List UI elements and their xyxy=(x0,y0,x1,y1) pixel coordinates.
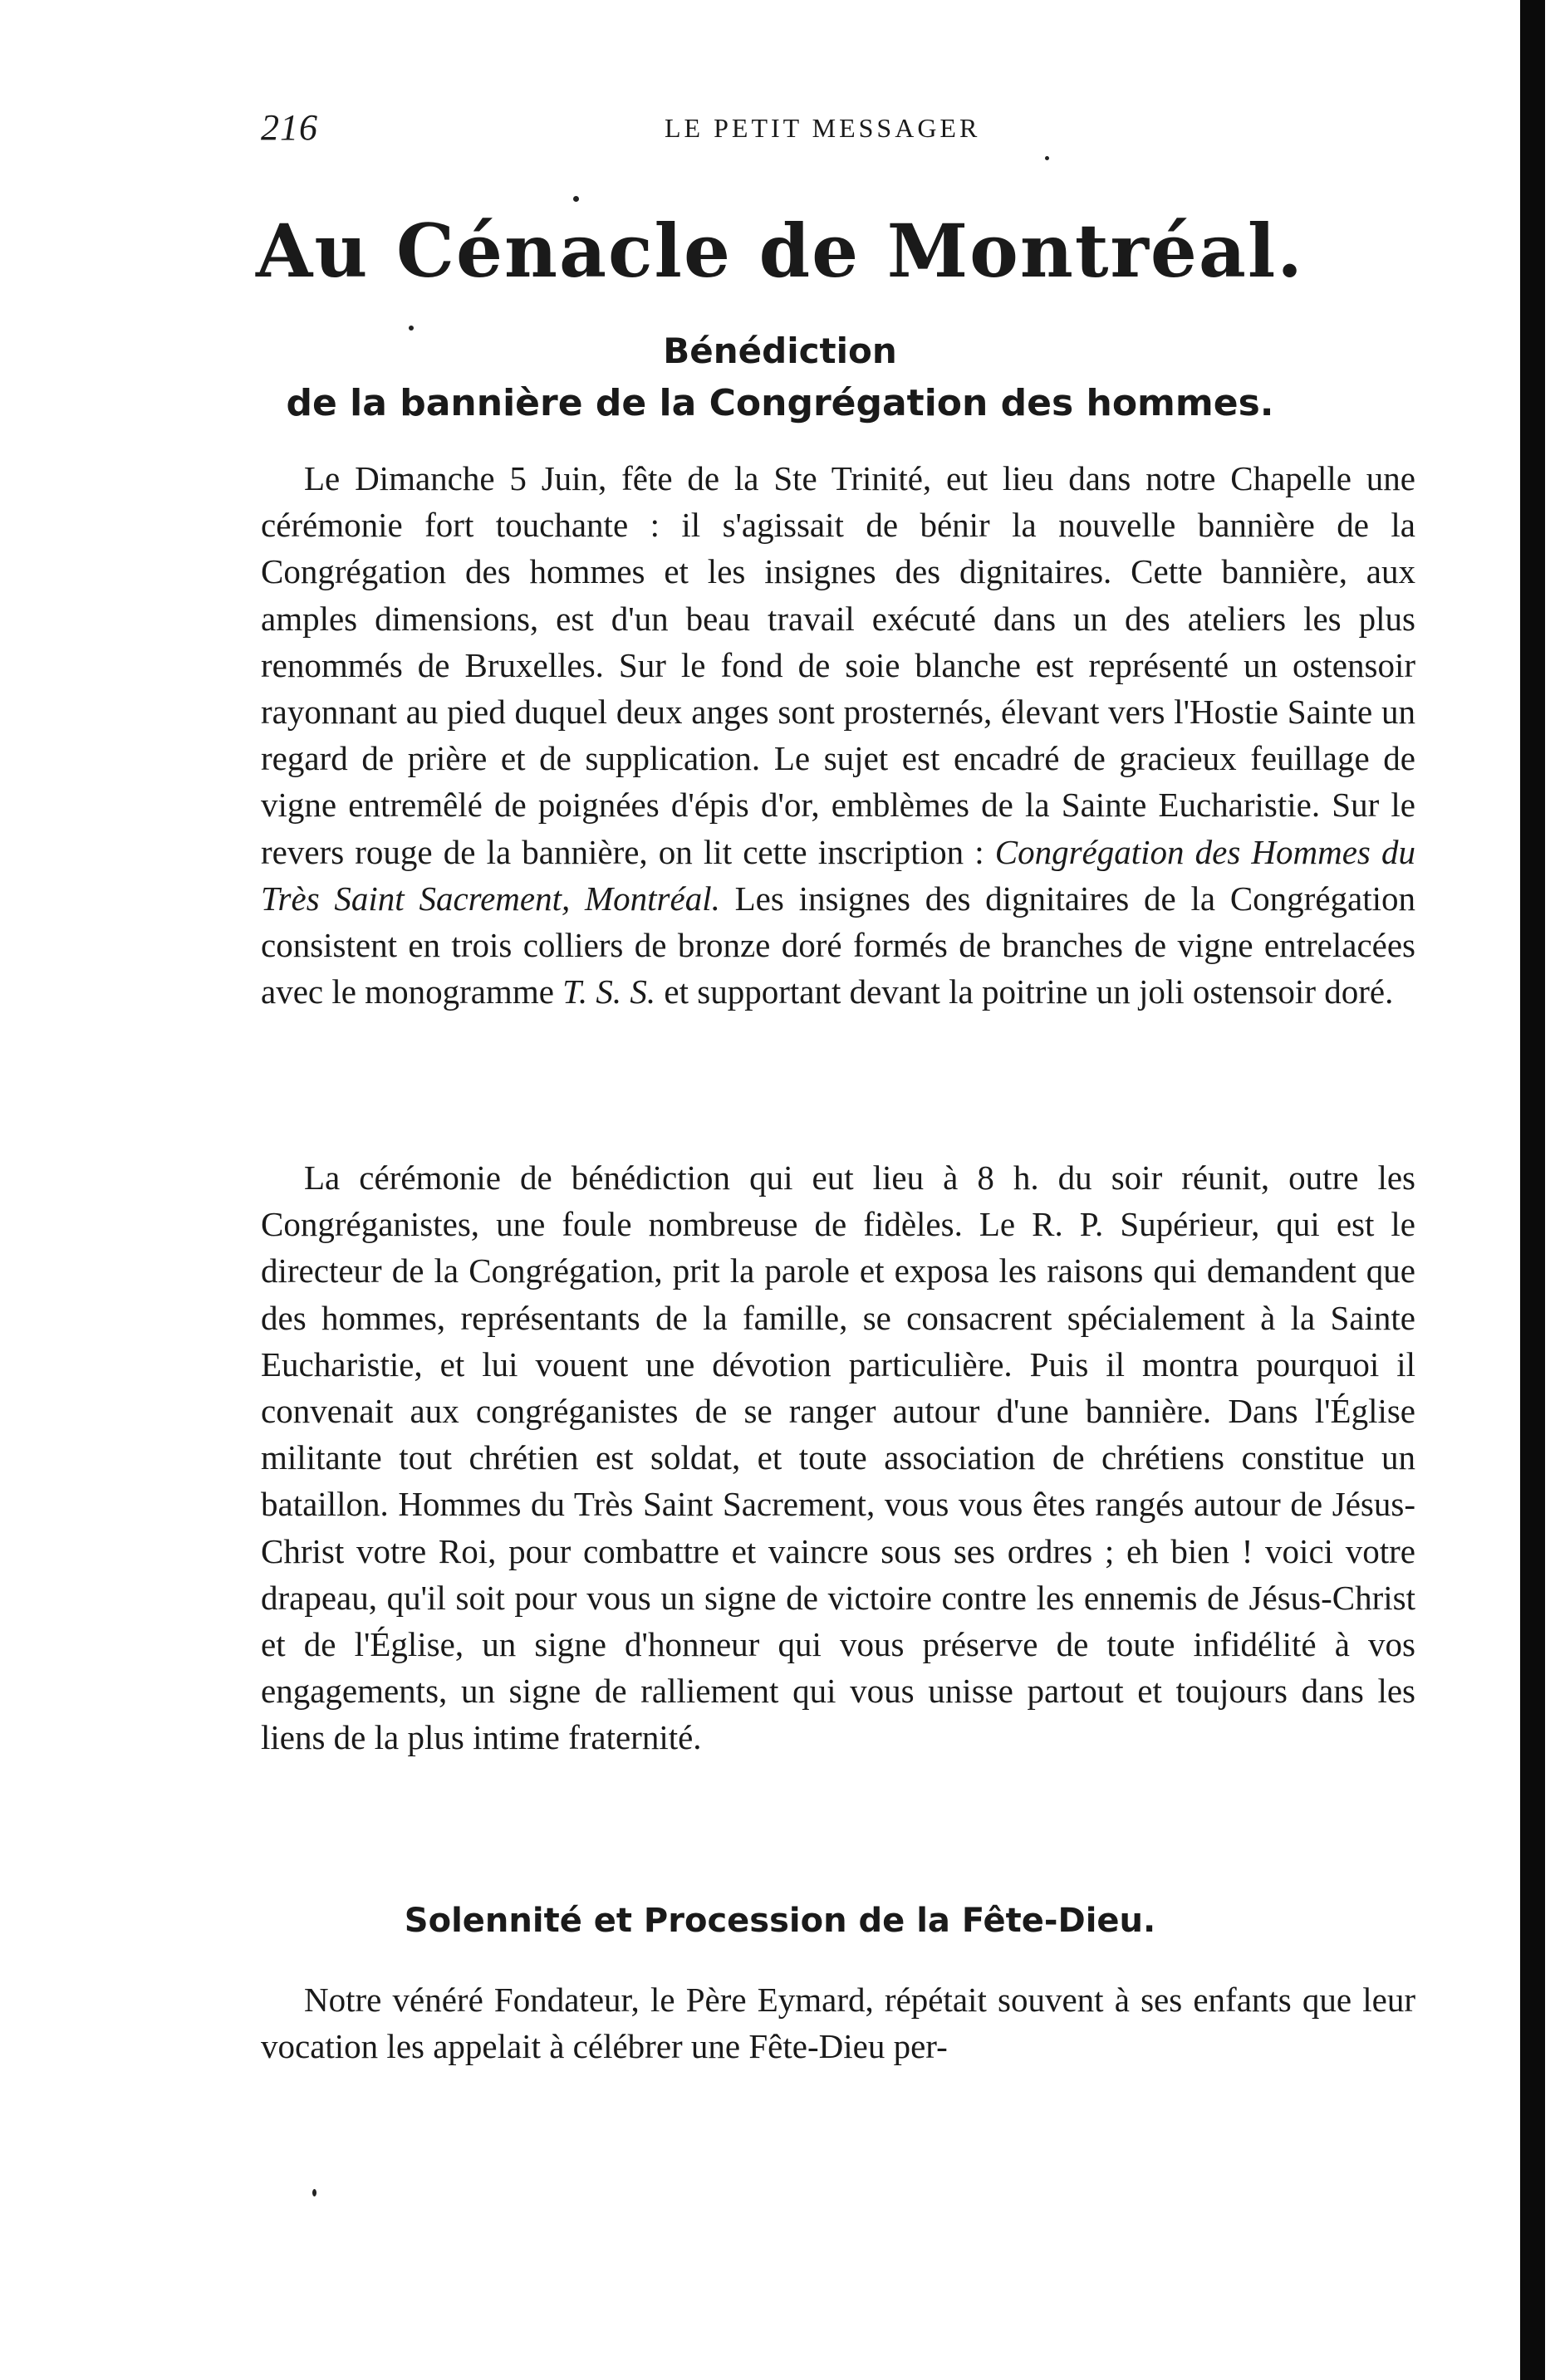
running-title: LE PETIT MESSAGER xyxy=(665,113,981,143)
ink-speck xyxy=(573,196,579,202)
paragraph-3 xyxy=(261,1976,1415,2069)
ink-speck xyxy=(409,326,414,331)
paragraph-1 xyxy=(261,455,1415,1015)
paragraph-2-text: La cérémonie de bénédiction qui eut lieu à 8 h. du soir réunit, outre les Congréganistes, une foule nombreuse de fidèles. Le R. P. Supérieur, qui est le directeur de la Congrégation, prit la parole et exposa les raisons qui demandent que des hommes, représentants de la famille, se consacrent spécialement à la Sainte Eucharistie, et lui vouent une dévotion particulière. Puis il montra pourquoi il convenait aux congréganistes de se ranger autour d'une bannière. Dans l'Église militante tout chrétien est soldat, et toute association de chrétiens constitue un bataillon. Hommes du Très Saint Sacrement, vous vous êtes rangés autour de Jésus-Christ votre Roi, pour combattre et vaincre sous ses ordres ; eh bien ! voici votre drapeau, qu'il soit pour vous un signe de victoire contre les ennemis de Jésus-Christ et de l'Église, un signe d'honneur qui vous préserve de toute infidélité à vos engagements, un signe de ralliement qui vous unisse partout et toujours dans les liens de la plus intime fraternité. xyxy=(261,1158,1415,1757)
paragraph-3-text: Notre vénéré Fondateur, le Père Eymard, répétait souvent à ses enfants que leur vocation les appelait à célébrer une Fête-Dieu per- xyxy=(261,1981,1415,2066)
section-heading: Solennité et Procession de la Fête-Dieu. xyxy=(404,1902,1156,1940)
page-number: 216 xyxy=(261,107,318,148)
paragraph-1-text-b: Les insignes des dignitaires de la Congrégation consistent en trois colliers de bronze doré formés de branches de vigne entrelacées avec le monogramme xyxy=(261,879,1415,1011)
paragraph-1-text-a: Le Dimanche 5 Juin, fête de la Ste Trinité, eut lieu dans notre Chapelle une cérémonie fort touchante : il s'agissait de bénir la nouvelle bannière de la Congrégation des hommes et les insignes des dignitaires. Cette bannière, aux amples dimensions, est d'un beau travail exécuté dans un des ateliers les plus renommés de Bruxelles. Sur le fond de soie blanche est représenté un ostensoir rayonnant au pied duquel deux anges sont prosternés, élevant vers l'Hostie Sainte un regard de prière et de supplication. Le sujet est encadré de gracieux feuillage de vigne entremêlé de poignées d'épis d'or, emblèmes de la Sainte Eucharistie. Sur le revers rouge de la bannière, on lit cette inscription : xyxy=(261,459,1415,871)
article-subtitle-line2: de la bannière de la Congrégation des hommes. xyxy=(286,382,1274,424)
ink-speck xyxy=(1045,156,1049,160)
inscription-italic: Congrégation des Hommes du Très Saint Sacrement, Montréal. xyxy=(261,832,1415,918)
monogram-italic: T. S. S. xyxy=(562,972,656,1011)
paragraph-2 xyxy=(261,1154,1415,1761)
running-head xyxy=(261,106,1415,156)
ink-speck xyxy=(312,2189,316,2196)
article-title: Au Cénacle de Montréal. xyxy=(256,208,1304,294)
article-subtitle-line1: Bénédiction xyxy=(663,331,897,371)
paragraph-1-text-c: et supportant devant la poitrine un joli ostensoir doré. xyxy=(655,972,1394,1011)
